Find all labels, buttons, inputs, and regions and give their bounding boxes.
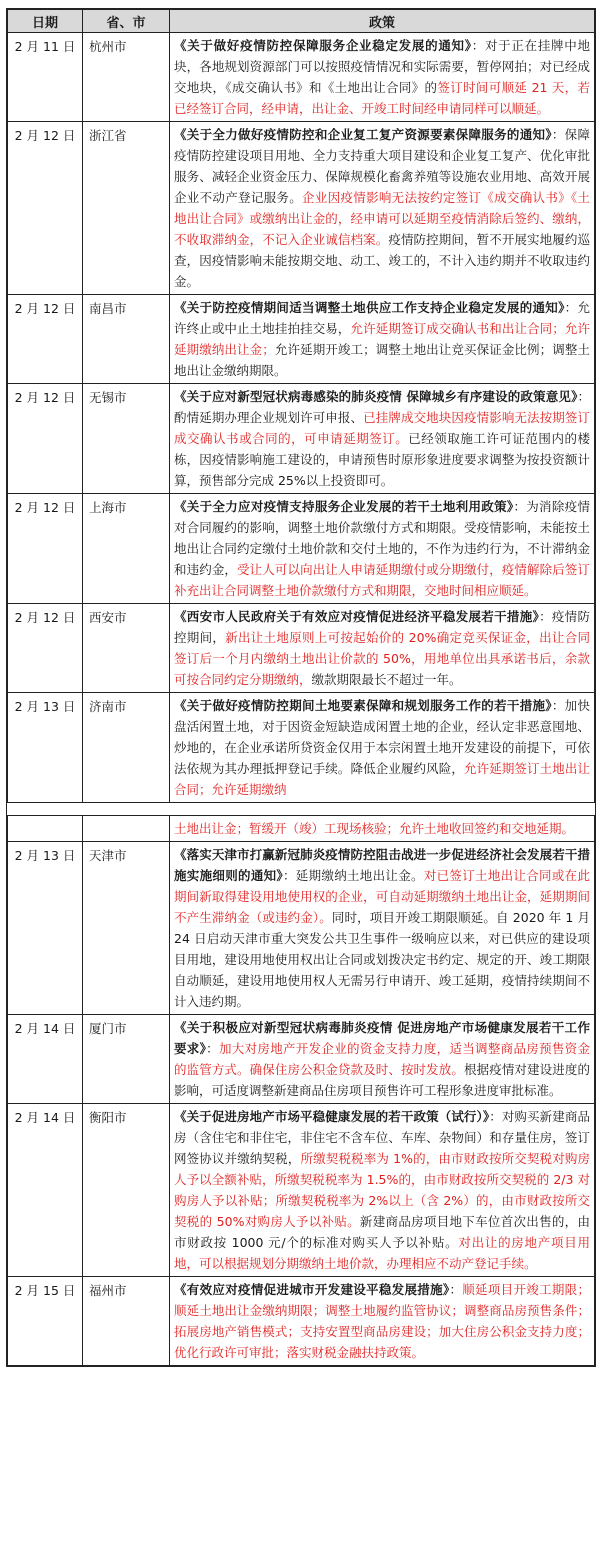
table-row — [8, 33, 595, 122]
policy-text: ：对于正在挂牌中地块，各地规划资源部门可以按照疫情情况和实际需要，暂停网拍；对已经成交地块，《成交确认书》和《土地出让合同》的 — [174, 38, 590, 95]
table-row — [8, 693, 595, 803]
header-city: 省、市 — [83, 10, 170, 33]
policy-title: 《关于防控疫情期间适当调整土地供应工作支持企业稳定发展的通知》 — [174, 300, 565, 315]
row-city: 衡阳市 — [83, 1104, 170, 1277]
row-city: 福州市 — [83, 1277, 170, 1366]
row-policy — [170, 494, 595, 604]
policy-text: ：加快盘活闲置土地，对于因资金短缺造成闲置土地的企业，经认定非恶意囤地、炒地的，在企业承诺所贷资金仅用于本宗闲置土地开发建设的前提下，可依法依规为其办理抵押登记手续。降低企业履约风险， — [174, 698, 590, 776]
table-row — [8, 604, 595, 693]
policy-table — [6, 8, 596, 1367]
policy-text: ：延期缴纳土地出让金。 — [282, 868, 424, 883]
policy-highlight: 顺延项目开竣工期限；顺延土地出让金缴纳期限；调整土地履约监管协议；调整商品房预售条件；拓展房地产销售模式；支持安置型商品房建设；加大住房公积金支持力度；优化行政许可审批；落实财税金融扶持政策。 — [174, 1282, 590, 1360]
table-row — [8, 122, 595, 295]
policy-highlight: 受让人可以向出让人申请延期缴付或分期缴付，疫情解除后签订补充出让合同调整土地价款缴付方式和期限，交地时间相应顺延。 — [174, 562, 590, 598]
policy-text: ： — [449, 1282, 463, 1297]
policy-title: 《关于全力做好疫情防控和企业复工复产资源要素保障服务的通知》 — [174, 127, 552, 142]
policy-highlight: 允许延期签订成交确认书和出让合同；允许延期缴纳出让金； — [174, 321, 590, 357]
policy-highlight: 允许延期签订土地出让合同；允许延期缴纳 — [174, 761, 590, 797]
policy-title: 《落实天津市打赢新冠肺炎疫情防控阻击战进一步促进经济社会发展若干措施实施细则的通知》 — [174, 847, 590, 883]
table-row — [8, 1015, 595, 1104]
policy-text: 允许延期开竣工；调整土地出让竞买保证金比例；调整土地出让金缴纳期限。 — [174, 342, 590, 378]
policy-title: 《关于全力应对疫情支持服务企业发展的若干土地利用政策》 — [174, 499, 514, 514]
policy-highlight: 对已签订土地出让合同或在此期间新取得建设用地使用权的企业，可自动延期缴纳土地出让金，延期期间不产生滞纳金（或违约金）。 — [174, 868, 590, 925]
row-date: 2 月 13 日 — [8, 842, 83, 1015]
header-policy: 政策 — [170, 10, 595, 33]
table-row — [8, 842, 595, 1015]
policy-title: 《关于促进房地产市场平稳健康发展的若干政策（试行）》 — [174, 1109, 490, 1124]
policy-text: ：疫情防控期间， — [174, 609, 590, 645]
policy-text: ：保障疫情防控建设项目用地、全力支持重大项目建设和企业复工复产、优化审批服务、减轻企业资金压力、保障规模化畜禽养殖等设施农业用地、高效开展企业不动产登记服务。 — [174, 127, 590, 205]
row-policy — [170, 816, 595, 842]
row-city: 无锡市 — [83, 384, 170, 494]
policy-text: 疫情防控期间，暂不开展实地履约巡查，因疫情影响未能按期交地、动工、竣工的，不计入违约期并不收取违约金。 — [174, 232, 590, 289]
row-policy — [170, 1015, 595, 1104]
row-city: 厦门市 — [83, 1015, 170, 1104]
row-date: 2 月 15 日 — [8, 1277, 83, 1366]
policy-highlight: 对出让的房地产项目用地，可以根据规划分期缴纳土地价款，办理相应不动产登记手续。 — [174, 1235, 590, 1271]
row-date: 2 月 12 日 — [8, 494, 83, 604]
policy-highlight: 所缴契税税率为 1%的，由市财政按所交契税对购房人予以全额补贴，所缴契税税率为 1.5%的，由市财政按所交契税的 2/3 对购房人予以补贴；所缴契税税率为 2%以上（含 2%）的，由市财政按所交契税的 50%对购房人予以补贴。 — [174, 1151, 590, 1229]
row-policy — [170, 842, 595, 1015]
policy-highlight: 新出让土地原则上可按起始价的 20%确定竞买保证金，出让合同签订后一个月内缴纳土地出让价款的 50%，用地单位出具承诺书后，余款可按合同约定分期缴纳， — [174, 630, 590, 687]
page-break-gap — [8, 803, 595, 816]
policy-title: 《关于积极应对新型冠状病毒肺炎疫情 促进房地产市场健康发展若干工作要求》 — [174, 1020, 590, 1056]
table-row — [8, 384, 595, 494]
row-policy — [170, 604, 595, 693]
row-city: 天津市 — [83, 842, 170, 1015]
row-policy — [170, 384, 595, 494]
row-city: 西安市 — [83, 604, 170, 693]
policy-text: 根据疫情对建设进度的影响，可适度调整新建商品住房项目预售许可工程形象进度审批标准。 — [174, 1062, 590, 1098]
policy-text: ：为消除疫情对合同履约的影响，调整土地价款缴付方式和期限。受疫情影响，未能按土地出让合同约定缴付土地价款和交付土地的，不作为违约行为，不计滞纳金和违约金， — [174, 499, 590, 577]
policy-highlight: 土地出让金；暂缓开（竣）工现场核验；允许土地收回签约和交地延期。 — [174, 821, 575, 836]
row-policy — [170, 1104, 595, 1277]
row-policy — [170, 1277, 595, 1366]
policy-highlight: 已挂牌成交地块因疫情影响无法按期签订成交确认书或合同的，可申请延期签订。 — [174, 410, 590, 446]
row-policy — [170, 693, 595, 803]
policy-title: 《关于应对新型冠状病毒感染的肺炎疫情 保障城乡有序建设的政策意见》 — [174, 389, 578, 404]
row-date — [8, 816, 83, 842]
policy-highlight: 加大对房地产开发企业的资金支持力度，适当调整商品房预售资金的监管方式。确保住房公积金贷款及时、按时发放。 — [174, 1041, 590, 1077]
row-city: 杭州市 — [83, 33, 170, 122]
policy-text: 缴款期限最长不超过一年。 — [311, 672, 462, 687]
row-policy — [170, 122, 595, 295]
table-row — [8, 816, 595, 842]
header-row — [8, 10, 595, 33]
policy-highlight: 企业因疫情影响无法按约定签订《成交确认书》《土地出让合同》或缴纳出让金的，经申请可以延期至疫情消除后签约、缴纳，不收取滞纳金，不记入企业诚信档案。 — [174, 190, 590, 247]
row-date: 2 月 14 日 — [8, 1015, 83, 1104]
policy-title: 《关于做好疫情防控期间土地要素保障和规划服务工作的若干措施》 — [174, 698, 552, 713]
policy-text: 已经领取施工许可证范围内的楼栋，因疫情影响施工建设的，申请预售时原形象进度要求调整为按投资额计算，预售部分完成 25%以上投资即可。 — [174, 431, 590, 488]
table-row — [8, 494, 595, 604]
row-city: 浙江省 — [83, 122, 170, 295]
row-date: 2 月 13 日 — [8, 693, 83, 803]
row-date: 2 月 14 日 — [8, 1104, 83, 1277]
row-city: 上海市 — [83, 494, 170, 604]
row-policy — [170, 295, 595, 384]
row-date: 2 月 12 日 — [8, 295, 83, 384]
policy-text: ：允许终止或中止土地挂拍挂交易， — [174, 300, 590, 336]
policy-text: ：酌情延期办理企业规划许可申报、 — [174, 389, 590, 425]
row-city: 南昌市 — [83, 295, 170, 384]
table-row — [8, 1104, 595, 1277]
row-city — [83, 816, 170, 842]
policy-text: 新建商品房项目地下车位首次出售的，由市财政按 1000 元/个的标准对购买人予以补贴。 — [174, 1214, 590, 1250]
table-row — [8, 1277, 595, 1366]
policy-text: 同时，项目开竣工期限顺延。自 2020 年 1 月 24 日启动天津市重大突发公共卫生事件一级响应以来，对已供应的建设项目用地，建设用地使用权出让合同或划拨决定书约定、规定的开、竣工期限自动顺延，建设用地使用权人无需另行申请开、竣工延期，疫情持续期间不计入违约期。 — [174, 910, 590, 1009]
row-date: 2 月 12 日 — [8, 384, 83, 494]
policy-title: 《有效应对疫情促进城市开发建设平稳发展措施》 — [174, 1282, 450, 1297]
policy-text: ： — [206, 1041, 219, 1056]
header-date: 日期 — [8, 10, 83, 33]
row-date: 2 月 12 日 — [8, 122, 83, 295]
policy-title: 《西安市人民政府关于有效应对疫情促进经济平稳发展若干措施》 — [174, 609, 540, 624]
policy-title: 《关于做好疫情防控保障服务企业稳定发展的通知》 — [174, 38, 472, 53]
row-city: 济南市 — [83, 693, 170, 803]
policy-text: ：对购买新建商品房（含住宅和非住宅，非住宅不含车位、车库、杂物间）和存量住房，签订网签协议并缴纳契税， — [174, 1109, 590, 1166]
row-policy — [170, 33, 595, 122]
row-date: 2 月 12 日 — [8, 604, 83, 693]
policy-highlight: 签订时间可顺延 21 天，若已经签订合同，经申请，出让金、开竣工时间经申请同样可以顺延。 — [174, 80, 590, 116]
row-date: 2 月 11 日 — [8, 33, 83, 122]
table-row — [8, 295, 595, 384]
